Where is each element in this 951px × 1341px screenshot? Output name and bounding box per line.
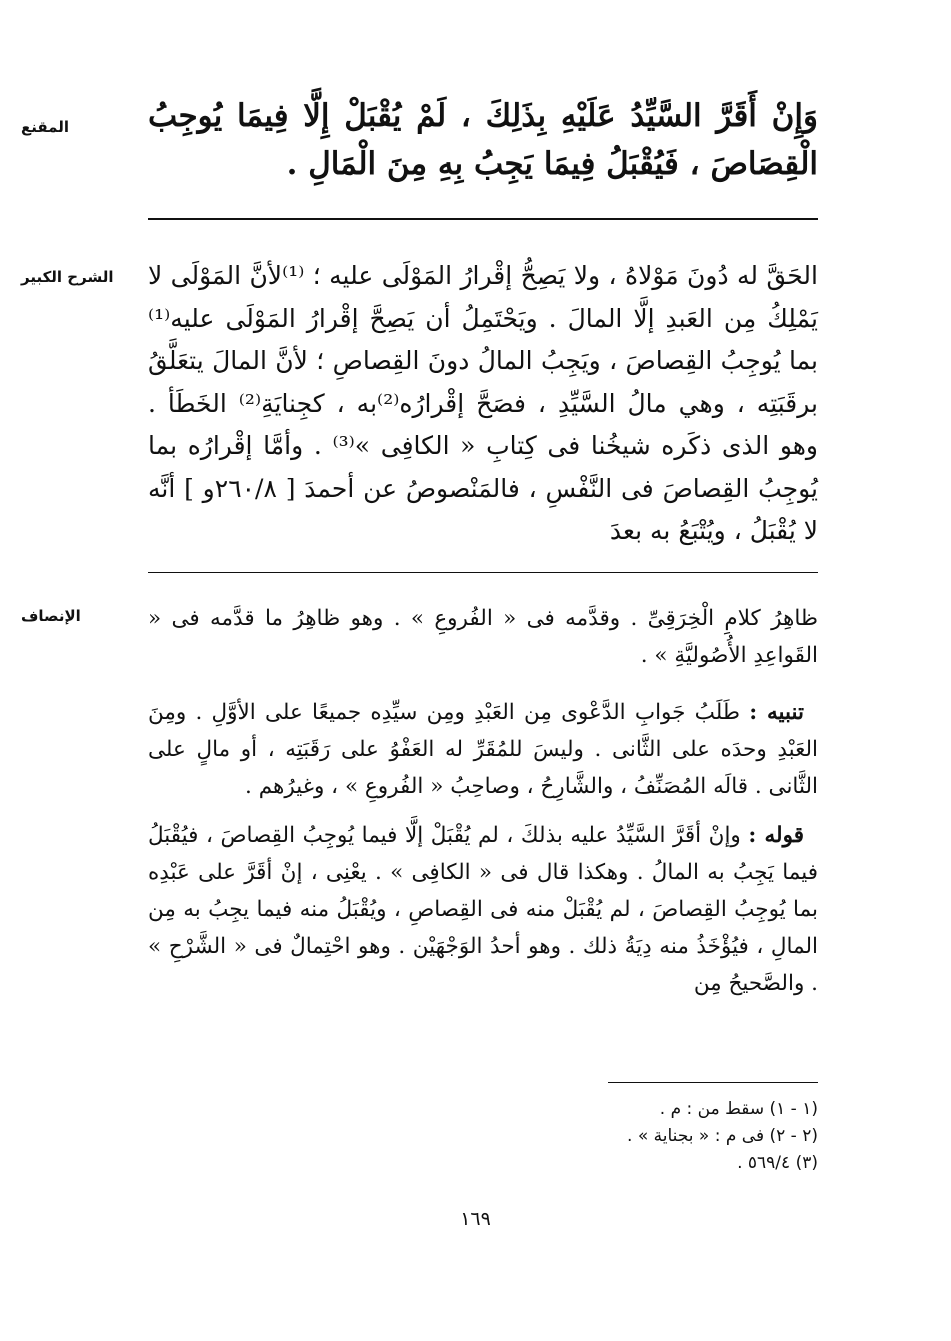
tanbih-body: طَلَبُ جَوابِ الدَّعْوى مِن العَبْدِ ومِن سيِّدِه جميعًا على الأوَّلِ . ومِنَ العَبْدِ وحدَه على الثَّانى . وليسَ للمُقَرِّ له العَفْوُ على رَقَبَتِه ، أو مالٍ على الثَّانى . قالَه المُصَنِّفُ ، والشَّارِحُ ، وصاحِبُ « الفُروعِ » ، وغيرُهم . [148, 700, 818, 799]
muqni-line: وَإِنْ أَقَرَّ السَّيِّدُ عَلَيْهِ بِذَلِكَ ، لَمْ يُقْبَلْ إِلَّا فِيمَا يُوجِبُ الْقِصَاصَ ، فَيُقْبَلُ فِيمَا يَجِبُ بِهِ مِنَ الْمَالِ . [148, 98, 819, 182]
tanbih-lead: تنبيه : [749, 700, 804, 725]
sharh-text [148, 255, 818, 553]
qawluhu-body: وإنْ أقَرَّ السَّيِّدُ عليه بذلكَ ، لم يُقْبَلْ إلَّا فيما يُوجِبُ القِصاصَ ، فيُقْبَلُ فيما يَجِبُ به المالُ . وهكذا قال فى « الكافِى » . يعْنِى ، إنْ أقَرَّ على عَبْدِه بما يُوجِبُ القِصاصَ ، لم يُقْبَلْ منه فى القِصاصِ ، ويُقْبَلُ منه فيما يجِبُ به مِن المالِ ، فيُؤْخَذُ منه دِيَةُ ذلك . وهو أحدُ الوَجْهَيْن . وهو احْتِمالٌ فى « الشَّرْحِ » . والصَّحيحُ مِن [148, 823, 818, 996]
insaf-label: الإنصاف [21, 607, 81, 625]
sharh-label: الشرح الكبير [21, 268, 114, 286]
insaf-paragraph-2 [148, 694, 818, 805]
footnote: (١ - ١) سقط من : م . [659, 1099, 818, 1119]
footnote: (٢ - ٢) فى م : « بجناية » . [627, 1126, 818, 1146]
sharh-divider [148, 572, 818, 573]
insaf-paragraph-1: ظاهِرُ كلامِ الْخِرَقِىِّ . وقدَّمه فى « الفُروعِ » . وهو ظاهِرُ ما قدَّمه فى « القَواعِدِ الأُصُوليَّةِ » . [148, 606, 818, 668]
footnote-divider [608, 1082, 818, 1083]
insaf-paragraph-3 [148, 817, 818, 1002]
qawluhu-lead: قوله : [748, 823, 804, 848]
muqni-text [148, 92, 818, 188]
muqni-label: المقنع [21, 118, 69, 136]
footnote: (٣) ٥٦٩/٤ . [737, 1153, 818, 1173]
sharh-paragraph: الحَقَّ له دُونَ مَوْلاهُ ، ولا يَصِحُّ إقْرارُ المَوْلَى عليه ؛ ⁽¹⁾لأنَّ المَوْلَى لا يَمْلِكُ مِن العَبدِ إلَّا المالَ . ويَحْتَمِلُ أن يَصِحَّ إقْرارُ المَوْلَى عليه⁽¹⁾ بما يُوجِبُ القِصاصَ ، ويَجِبُ المالُ دونَ القِصاصِ ؛ لأنَّ المالَ يتعَلَّقُ برقَبَتِه ، وهي مالُ السَّيِّدِ ، فصَحَّ إقْرارُه⁽²⁾به ، كجِنايَةِ⁽²⁾ الخَطَأ . وهو الذى ذكَره شيخُنا فى كِتابِ « الكافِى »⁽³⁾ . وأمَّا إقْرارُه بما يُوجِبُ القِصاصَ فى النَّفْسِ ، فالمَنْصوصُ عن أحمدَ [ ٢٦٠/٨و ] أنَّه لا يُقْبَلُ ، ويُتْبَعُ به بعدَ [148, 261, 819, 545]
page-number: ١٦٩ [460, 1208, 491, 1230]
muqni-divider [148, 218, 818, 220]
insaf-text [148, 600, 818, 1002]
footnotes [148, 1096, 818, 1177]
